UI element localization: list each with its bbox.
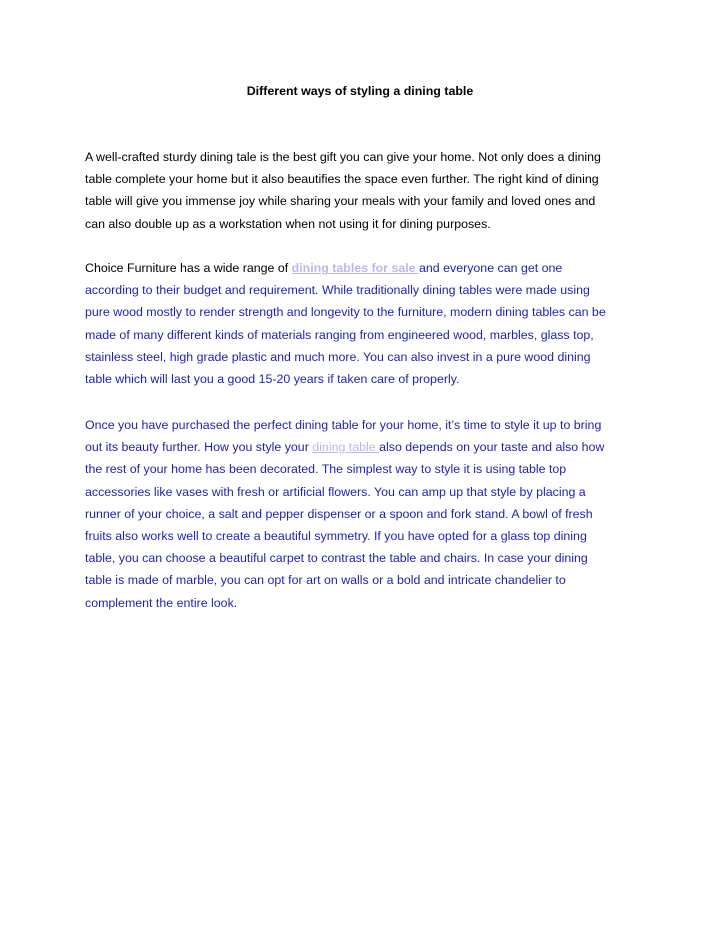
dining-table-link[interactable]: dining table bbox=[312, 440, 380, 455]
paragraph-line: table which will last you a good 15-20 years if taken care of properly. bbox=[85, 372, 460, 387]
paragraph-line bbox=[85, 257, 645, 279]
paragraph-line: stainless steel, high grade plastic and much more. You can also invest in a pure wood dining bbox=[85, 349, 591, 364]
paragraph-line: table complete your home but it also beautifies the space even further. The right kind of dining bbox=[85, 172, 599, 187]
paragraph-text: also depends on your taste and also how bbox=[379, 440, 605, 455]
paragraph-line: complement the entire look. bbox=[85, 595, 238, 610]
paragraph-text: and everyone can get one bbox=[419, 261, 563, 275]
dining-tables-for-sale-link[interactable]: dining tables for sale bbox=[291, 261, 419, 275]
paragraph-intro bbox=[85, 146, 645, 235]
paragraph-line: Once you have purchased the perfect dining table for your home, it’s time to style it up to bring bbox=[85, 418, 602, 432]
paragraph-line: table is made of marble, you can opt for art on walls or a bold and intricate chandelier to bbox=[85, 573, 566, 588]
paragraph-line: table, you can choose a beautiful carpet to contrast the table and chairs. In case your dining bbox=[85, 551, 588, 566]
paragraph-styling bbox=[85, 414, 645, 614]
paragraph-line: pure wood mostly to render strength and longevity to the furniture, modern dining tables can be bbox=[85, 305, 606, 320]
paragraph-line: can also double up as a workstation when not using it for dining purposes. bbox=[85, 216, 491, 231]
paragraph-line: accessories like vases with fresh or artificial flowers. You can amp up that style by placing a bbox=[85, 484, 586, 499]
paragraph-text: Choice Furniture has a wide range of bbox=[85, 261, 292, 275]
paragraph-line: table will give you immense joy while sharing your meals with your family and loved ones and bbox=[85, 194, 596, 209]
paragraph-line: according to their budget and requirement. While traditionally dining tables were made using bbox=[85, 283, 590, 298]
paragraph-line: runner of your choice, a salt and pepper dispenser or a spoon and fork stand. A bowl of fresh bbox=[85, 506, 593, 521]
paragraph-line: made of many different kinds of materials ranging from engineered wood, marbles, glass top, bbox=[85, 327, 594, 342]
paragraph-line bbox=[85, 436, 645, 458]
paragraph-line: fruits also works well to create a beautiful symmetry. If you have opted for a glass top dining bbox=[85, 529, 587, 544]
paragraph-line: A well-crafted sturdy dining tale is the best gift you can give your home. Not only does a dining bbox=[85, 150, 601, 164]
document-title: Different ways of styling a dining table bbox=[246, 84, 474, 98]
paragraph-text: out its beauty further. How you style your bbox=[85, 440, 313, 455]
paragraph-line: the rest of your home has been decorated. The simplest way to style it is using table top bbox=[85, 462, 567, 477]
paragraph-choice-furniture bbox=[85, 257, 645, 390]
